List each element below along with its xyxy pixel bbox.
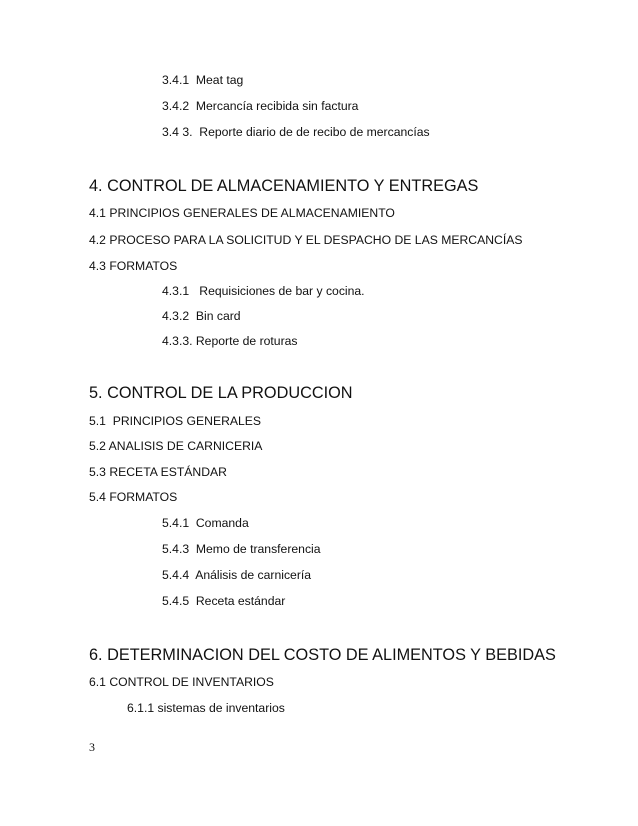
toc-entry-6-1: 6.1 CONTROL DE INVENTARIOS [89, 675, 274, 689]
toc-entry-4-1: 4.1 PRINCIPIOS GENERALES DE ALMACENAMIENTO [89, 206, 395, 220]
toc-entry-5-4-3: 5.4.3 Memo de transferencia [162, 542, 321, 556]
toc-entry-5-4-1: 5.4.1 Comanda [162, 516, 249, 530]
toc-entry-5-4-4: 5.4.4 Análisis de carnicería [162, 568, 312, 582]
toc-heading-5: 5. CONTROL DE LA PRODUCCION [89, 384, 353, 402]
toc-heading-6: 6. DETERMINACION DEL COSTO DE ALIMENTOS Y BEBIDAS [89, 646, 556, 664]
page-number: 3 [89, 740, 95, 754]
toc-entry-4-3-3: 4.3.3. Reporte de roturas [162, 334, 298, 348]
toc-entry-5-4-5: 5.4.5 Receta estándar [162, 594, 286, 608]
toc-entry-4-3-1: 4.3.1 Requisiciones de bar y cocina. [162, 284, 365, 298]
toc-heading-4: 4. CONTROL DE ALMACENAMIENTO Y ENTREGAS [89, 177, 479, 195]
toc-entry-3-4-2: 3.4.2 Mercancía recibida sin factura [162, 99, 359, 113]
toc-entry-5-2: 5.2 ANALISIS DE CARNICERIA [89, 439, 263, 453]
toc-entry-4-3: 4.3 FORMATOS [89, 259, 178, 273]
toc-entry-5-1: 5.1 PRINCIPIOS GENERALES [89, 414, 262, 428]
toc-entry-4-3-2: 4.3.2 Bin card [162, 309, 241, 323]
toc-entry-3-4-3: 3.4 3. Reporte diario de de recibo de mercancías [162, 125, 430, 139]
toc-entry-5-4: 5.4 FORMATOS [89, 490, 178, 504]
toc-entry-4-2: 4.2 PROCESO PARA LA SOLICITUD Y EL DESPACHO DE LAS MERCANCÍAS [89, 233, 523, 247]
toc-entry-3-4-1: 3.4.1 Meat tag [162, 73, 244, 87]
toc-entry-6-1-1: 6.1.1 sistemas de inventarios [127, 701, 285, 715]
toc-entry-5-3: 5.3 RECETA ESTÁNDAR [89, 465, 227, 479]
